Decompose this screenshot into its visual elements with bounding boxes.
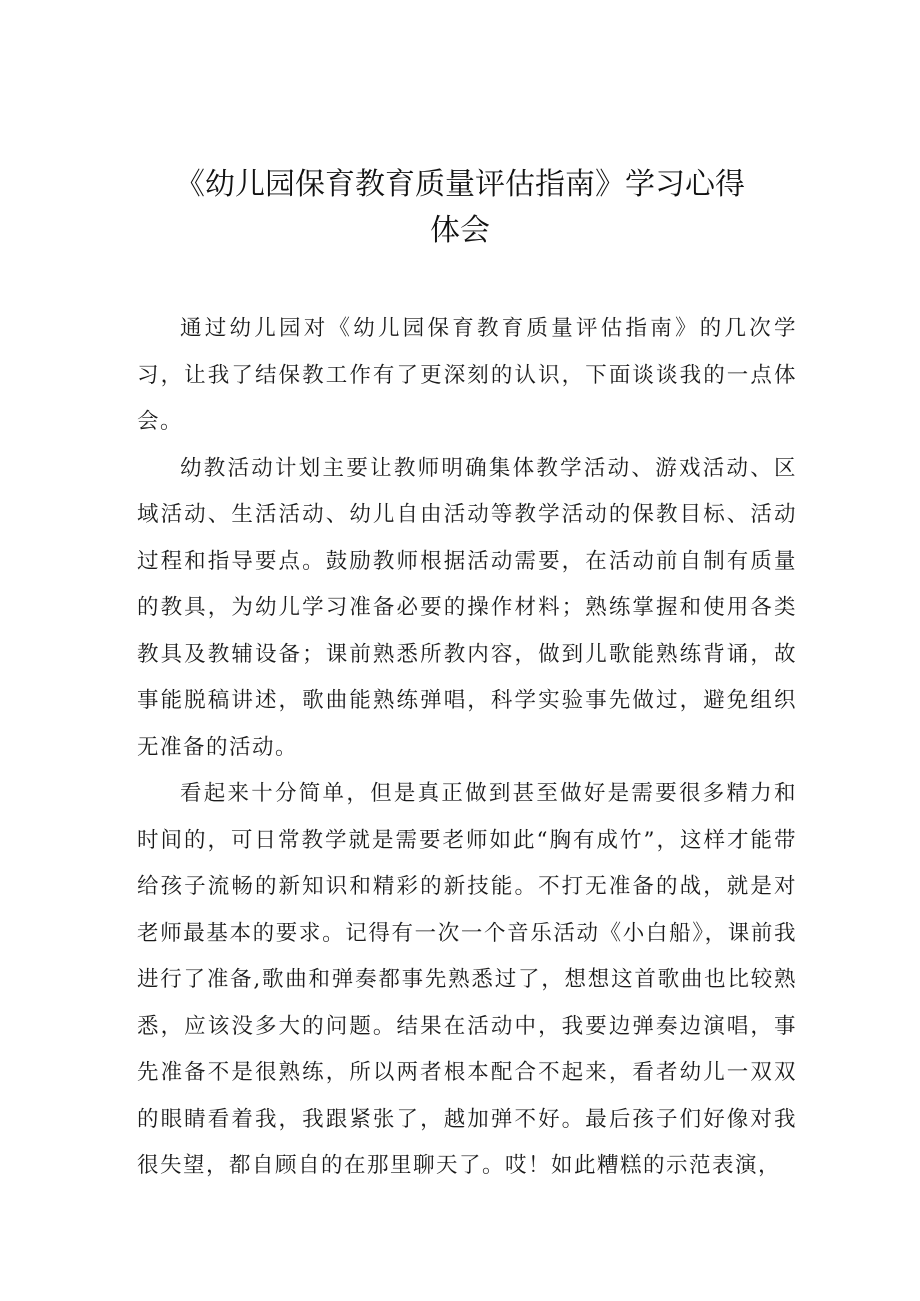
paragraph-activity-plan: 幼教活动计划主要让教师明确集体教学活动、游戏活动、区域活动、生活活动、幼儿自由活动等教学活动的保教目标、活动过程和指导要点。鼓励教师根据活动需要，在活动前自制有质量的教具，为幼儿学习准备必要的操作材料；熟练掌握和使用各类教具及教辅设备；课前熟悉所教内容，做到儿歌能熟练背诵，故事能脱稿讲述，歌曲能熟练弹唱，科学实验事先做过，避免组织无准备的活动。: [137, 455, 797, 760]
paragraph-intro: 通过幼儿园对《幼儿园保育教育质量评估指南》的几次学习，让我了结保教工作有了更深刻的认识，下面谈谈我的一点体会。: [137, 316, 797, 434]
page-title: 《幼儿园保育教育质量评估指南》学习心得: [175, 167, 745, 202]
page-title-continued: 体会: [430, 213, 490, 248]
paragraph-experience: 看起来十分简单，但是真正做到甚至做好是需要很多精力和时间的，可日常教学就是需要老师如此“胸有成竹”，这样才能带给孩子流畅的新知识和精彩的新技能。不打无准备的战，就是对老师最基本的要求。记得有一次一个音乐活动《小白船》，课前我进行了准备,歌曲和弹奏都事先熟悉过了，想想这首歌曲也比较熟悉，应该没多大的问题。结果在活动中，我要边弹奏边演唱，事先准备不是很熟练，所以两者根本配合不起来，看者幼儿一双双的眼睛看着我，我跟紧张了，越加弹不好。最后孩子们好像对我很失望，都自顾自的在那里聊天了。哎！如此糟糕的示范表演，: [137, 781, 797, 1178]
document-body: [137, 306, 797, 1190]
